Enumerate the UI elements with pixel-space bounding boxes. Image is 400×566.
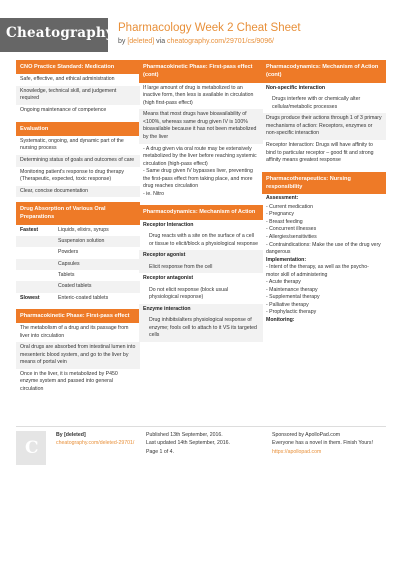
section-heading: CNO Practice Standard: Medication [16, 60, 140, 74]
item-heading: Non-specific interaction [266, 84, 326, 91]
list-item: The metabolism of a drug and its passage from liver into circulation [20, 325, 129, 339]
list-item: - A drug given via oral route may be extensively metabolized by the liver before reaching systemic circulation (high-pass effect) - Same drug given IV bypasses liver, preventing the first-pass effect from taking place, and more drug reaches circulation - ie. Nitro [143, 145, 257, 197]
table-key: Slowest [20, 294, 40, 301]
table-key [20, 249, 58, 256]
section-cno-practice [16, 60, 140, 117]
section-first-pass-effect [16, 309, 140, 396]
list-heading: Monitoring: [266, 316, 295, 323]
item-heading: Receptor Interaction [143, 221, 194, 228]
section-first-pass-effect-cont [139, 60, 263, 200]
list-item: Systematic, ongoing, and dynamic part of the nursing process [20, 137, 124, 152]
item-heading: Receptor agonist [139, 250, 263, 262]
table-value: Coated tablets [58, 283, 92, 290]
list-item: - Maintenance therapy [266, 286, 318, 293]
table-row [16, 293, 140, 304]
sponsor-text: Sponsored by ApolloPad.com [272, 432, 341, 438]
list-item: - Pregnancy [266, 211, 294, 218]
section-heading: Pharmacotherapeutics: Nursing responsibility [262, 172, 386, 195]
table-key: Fastest [20, 226, 39, 233]
list-item: Once in the liver, it is metabolized by P450 enzyme system and passed into general circulation [20, 370, 118, 392]
table-value: Tablets [58, 272, 75, 278]
list-item: Clear, concise documentation [16, 186, 140, 198]
item-body: Elicit response from the cell [139, 262, 263, 274]
logo-text: Cheatography [6, 25, 114, 41]
list-item: - Intent of the therapy, as well as the psycho-motor skill of administering [266, 264, 369, 278]
table-value: Enteric-coated tablets [58, 294, 109, 301]
list-item: - Palliative therapy [266, 301, 309, 308]
list-item: Determining status of goals and outcomes of care [16, 155, 140, 167]
list-item: Means that most drugs have bioavailability of <100%, whereas same drug given IV is 100% bioavailable because it has not been metabolized by the liver [139, 109, 263, 143]
column-1 [16, 60, 140, 400]
list-item: Monitoring patient's response to drug therapy (Therapeutic, expected, toxic response) [20, 168, 124, 183]
table-value: Liquids, elixirs, syrups [58, 226, 109, 233]
footer-author [56, 431, 136, 448]
page-count: Page 1 of 4. [146, 448, 174, 455]
table-row [16, 236, 140, 247]
table-row [16, 225, 140, 236]
table-key [20, 283, 58, 290]
footer-dates [146, 431, 256, 456]
table-value: Powders [58, 249, 79, 256]
updated-date: Last updated 14th September, 2016. [146, 440, 230, 447]
avatar-letter: C [25, 438, 39, 458]
section-heading: Pharmacodynamics: Mechanism of Action [139, 205, 263, 219]
section-heading: Drug Absorption of Various Oral Preparations [16, 202, 140, 225]
item-body: Drug reacts with a site on the surface of a cell or tissue to elicit/block a physiological response [149, 233, 258, 247]
table-row [16, 281, 140, 292]
section-mechanism-of-action [139, 205, 263, 342]
page-title: Pharmacology Week 2 Cheat Sheet [118, 22, 301, 34]
page-header [0, 0, 400, 56]
item-heading: Receptor antagonist [143, 275, 194, 282]
list-item: - Supplemental therapy [266, 294, 320, 301]
table-key [20, 261, 58, 268]
list-heading: Assessment: [266, 195, 299, 202]
table-row [16, 247, 140, 258]
sponsor-tagline: Everyone has a novel in them. Finish Yours! [272, 440, 373, 447]
list-item: - Breast feeding [266, 218, 303, 225]
table-key [20, 238, 58, 245]
column-2 [139, 60, 263, 347]
list-item: If large amount of drug is metabolized to an inactive form, then less is available in circulation (high first-pass effect) [143, 84, 254, 106]
section-drug-absorption [16, 202, 140, 304]
section-heading: Pharmacokinetic Phase: First-pass effect (cont) [139, 60, 263, 83]
list-heading: Implementation: [266, 256, 307, 263]
item-body: Drug inhibits/alters physiological response of enzyme; fools cell to attach to it VS its targeted cells [139, 315, 263, 342]
list-item: - Allergies/sensitivities [266, 234, 317, 240]
item-body: Drugs interfere with or chemically alter cellular/metabolic processes [272, 96, 361, 110]
author-profile-link[interactable]: cheatography.com/deleted-29701/ [56, 440, 135, 447]
section-nursing-responsibility [262, 172, 386, 325]
table-value: Capsules [58, 260, 80, 267]
table-key [20, 272, 58, 279]
page-footer [16, 426, 386, 496]
author-avatar[interactable] [16, 431, 46, 465]
section-mechanism-of-action-cont [262, 60, 386, 167]
by-prefix: by [118, 38, 128, 45]
sheet-url-link[interactable]: cheatography.com/29701/cs/9096/ [167, 38, 274, 45]
section-heading: Pharmacodynamics: Mechanism of Action (cont) [262, 60, 386, 83]
footer-by: By [deleted] [56, 432, 86, 438]
table-row [16, 270, 140, 281]
via-text: via [154, 38, 168, 45]
author-link[interactable]: [deleted] [127, 38, 155, 45]
table-value: Suspension solution [58, 238, 105, 245]
published-date: Published 13th September, 2016. [146, 432, 223, 438]
section-heading: Pharmacokinetic Phase: First-pass effect [16, 309, 140, 323]
footer-sponsor [272, 431, 392, 456]
list-item: - Acute therapy [266, 279, 301, 286]
item-heading: Enzyme interaction [139, 304, 263, 316]
section-evaluation [16, 122, 140, 198]
column-3 [262, 60, 386, 329]
list-item: - Contraindications: Make the use of the drug very dangerous [266, 241, 381, 256]
cheatography-logo[interactable] [0, 18, 114, 52]
list-item: - Current medication [266, 203, 313, 210]
list-item: Receptor Interaction: Drugs will have affinity to bind to particular receptor – good fit and strong affinity means greatest response [266, 141, 374, 164]
list-item: Safe, effective, and ethical administration [20, 76, 115, 83]
list-item: - Concurrent illnesses [266, 226, 317, 233]
list-item: Drugs produce their actions through 1 of 3 primary mechanisms of action: Receptors, enzymes or non-specific interaction [262, 113, 386, 140]
table-row [16, 259, 140, 270]
byline [118, 38, 274, 45]
list-item: Oral drugs are absorbed from intestinal lumen into mesenteric blood system, and go to the liver by means of portal vein [16, 342, 140, 369]
section-heading: Evaluation [16, 122, 140, 136]
sponsor-link[interactable]: https://apollopad.com [272, 448, 322, 455]
list-item: - Prophylactic therapy [266, 309, 317, 316]
list-item: Ongoing maintenance of competence [20, 106, 107, 113]
item-body: Do not elicit response (block usual physiological response) [149, 286, 229, 301]
list-item: Knowledge, technical skill, and judgement required [16, 86, 140, 105]
